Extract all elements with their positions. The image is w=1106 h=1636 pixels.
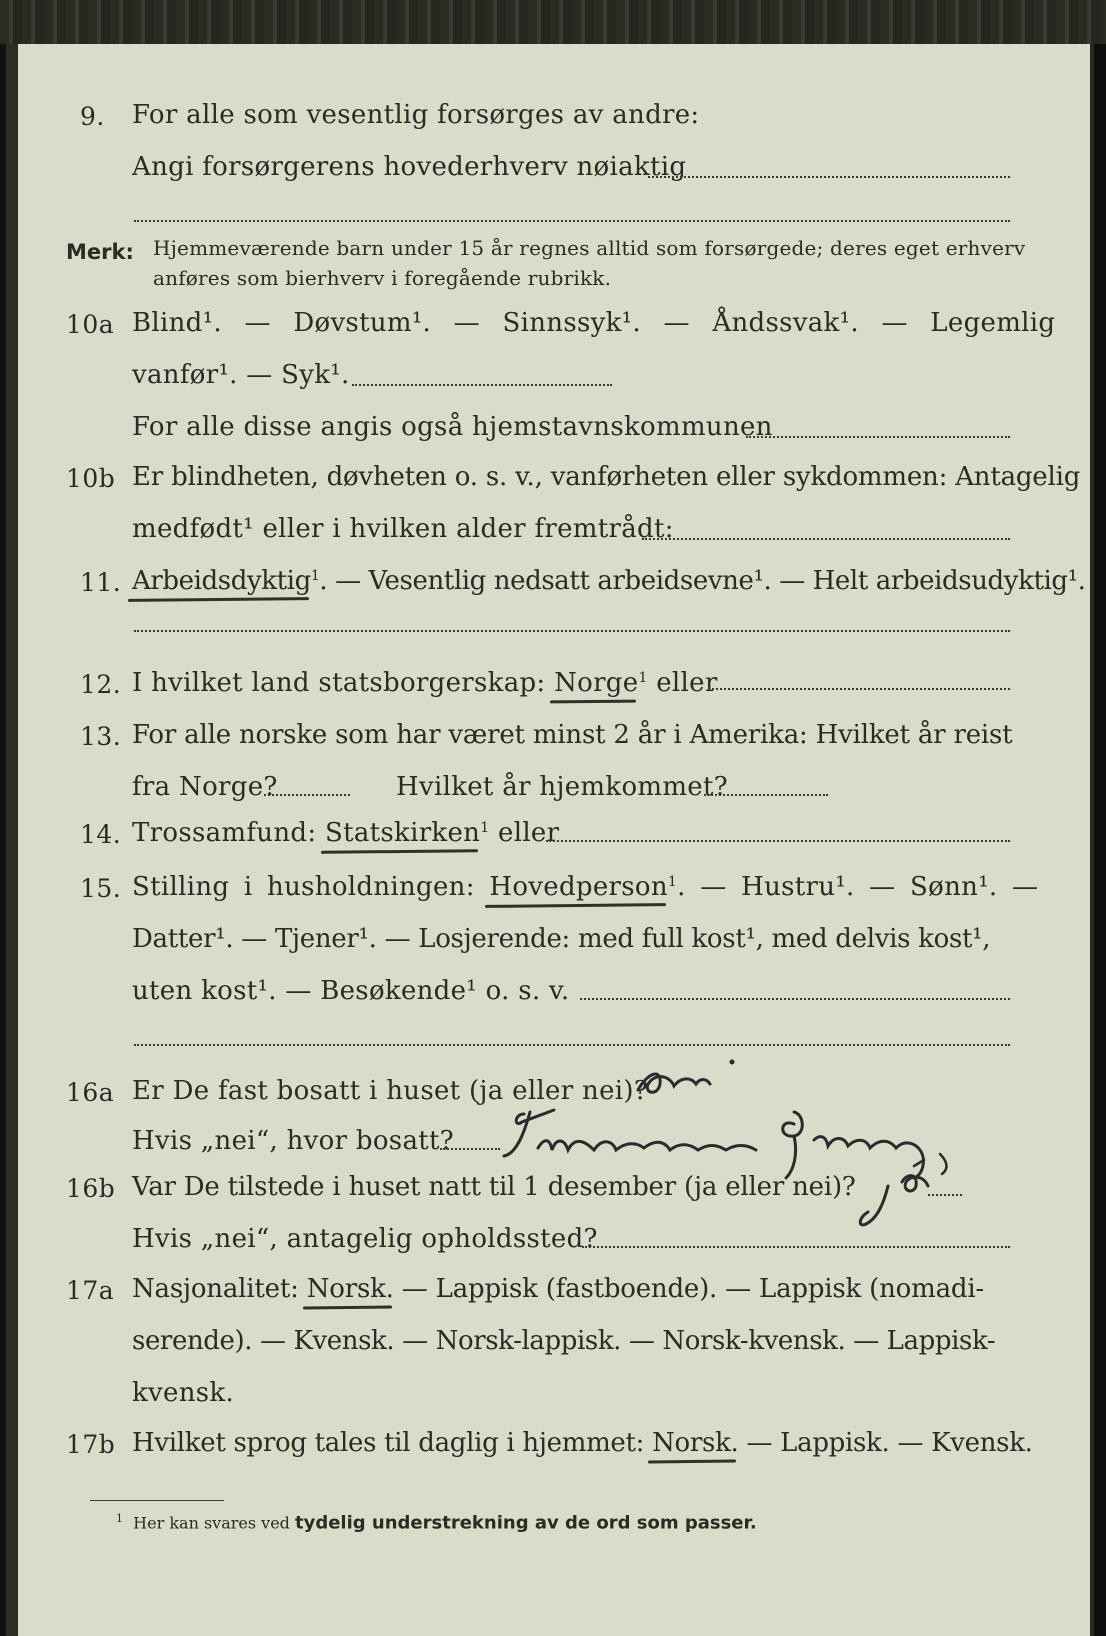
q9-line1: For alle som vesentlig forsørges av andre: (132, 100, 700, 130)
q14-answer-line (546, 840, 1010, 842)
q10a-line1: Blind¹. — Døvstum¹. — Sinnssyk¹. — Åndssvak¹. — Legemlig (132, 308, 1056, 338)
footnote-bold-text: tydelig understrekning av de ord som passer. (295, 1512, 757, 1534)
q13-year-returned-line (704, 794, 828, 796)
q13-year-left-line (264, 794, 350, 796)
footnote-text: Her kan svares ved (133, 1513, 290, 1533)
q16b-line2: Hvis „nei“, antagelig opholdssted? (132, 1224, 598, 1254)
merk-line2: anføres som bierhverv i foregående rubrikk. (153, 266, 612, 290)
q16b-place-line (582, 1246, 1010, 1248)
q16a-line1: Er De fast bosatt i huset (ja eller nei)? (132, 1076, 649, 1106)
q17a-line2: serende). — Kvensk. — Norsk-lappisk. — Norsk-kvensk. — Lappisk- (132, 1326, 996, 1356)
q10a-home-answer-line (746, 436, 1010, 438)
q12-answer-line (708, 688, 1010, 690)
scan-top-edge (0, 0, 1106, 44)
q10b-line2: medfødt¹ eller i hvilken alder fremtrådt: (132, 514, 674, 544)
q17b-rest: — Lappisk. — Kvensk. (746, 1428, 1033, 1458)
q17a-text: Nasjonalitet: (132, 1274, 299, 1304)
q17a-selected-option: Norsk. (306, 1274, 394, 1304)
q16b-handwritten-answer (854, 1152, 964, 1232)
q14-footnote-mark: 1 (480, 820, 490, 836)
q16b-number: 16b (66, 1174, 116, 1203)
q15-line2: Datter¹. — Tjener¹. — Losjerende: med full kost¹, med delvis kost¹, (132, 924, 991, 954)
q14-line (132, 818, 559, 848)
q15-rest: . — Hustru¹. — Sønn¹. — (677, 872, 1039, 902)
q10a-line3: For alle disse angis også hjemstavnskommunen (132, 412, 773, 442)
q13-number: 13. (80, 722, 122, 751)
q14-rest: eller (498, 818, 560, 848)
footnote-rule (90, 1500, 224, 1501)
q15-selected-option: Hovedperson (489, 872, 668, 902)
q17b-number: 17b (66, 1430, 116, 1459)
q14-number: 14. (80, 820, 122, 849)
footnote (116, 1512, 757, 1533)
q16a-line2: Hvis „nei“, hvor bosatt? (132, 1126, 454, 1156)
q15-number: 15. (80, 874, 122, 903)
q10b-line1: Er blindheten, døvheten o. s. v., vanførheten eller sykdommen: Antagelig (132, 462, 1081, 492)
q14-text: Trossamfund: (132, 818, 317, 848)
q16b-line1: Var De tilstede i huset natt til 1 desember (ja eller nei)? (132, 1172, 856, 1202)
q13-line2b: Hvilket år hjemkommet? (396, 772, 728, 802)
q10b-answer-line (642, 538, 1010, 540)
q16a-number: 16a (66, 1078, 115, 1107)
footnote-mark: 1 (116, 1512, 123, 1525)
q17b-selected-option: Norsk. (652, 1428, 739, 1458)
q9-line2: Angi forsørgerens hovederhverv nøiaktig (132, 152, 687, 182)
q17b-line (132, 1428, 1033, 1458)
q12-selected-option: Norge (554, 668, 639, 698)
q12-number: 12. (80, 670, 122, 699)
q14-selected-option: Statskirken (324, 818, 481, 848)
q15-answer-line (580, 998, 1010, 1000)
q11-selected-option: Arbeidsdyktig (132, 566, 311, 596)
q15-line3: uten kost¹. — Besøkende¹ o. s. v. (132, 976, 570, 1006)
q12-footnote-mark: 1 (638, 670, 648, 686)
census-form-page (18, 44, 1090, 1636)
q12-line (132, 668, 718, 698)
merk-line1: Hjemmeværende barn under 15 år regnes alltid som forsørgede; deres eget erhverv (153, 236, 1026, 260)
q15-text: Stilling i husholdningen: (132, 872, 475, 902)
q11-answer-line (134, 630, 1010, 632)
q16b-answer-line (928, 1194, 962, 1196)
q17a-line3: kvensk. (132, 1378, 235, 1408)
q10a-line2: vanfør¹. — Syk¹. (132, 360, 350, 390)
scan-left-edge (0, 44, 18, 1636)
q15-footnote-mark: 1 (667, 874, 678, 890)
q17a-rest: — Lappisk (fastboende). — Lappisk (nomadi- (401, 1274, 985, 1304)
q10a-answer-line (352, 384, 612, 386)
q17a-number: 17a (66, 1276, 115, 1305)
q9-answer-line (648, 176, 1010, 178)
q9-number: 9. (80, 102, 105, 131)
q10b-number: 10b (66, 464, 116, 493)
q13-line2a: fra Norge? (132, 772, 278, 802)
q17a-line1 (132, 1274, 984, 1304)
q17b-text: Hvilket sprog tales til daglig i hjemmet: (132, 1428, 645, 1458)
q13-line1: For alle norske som har været minst 2 år i Amerika: Hvilket år reist (132, 720, 1013, 750)
q11-footnote-mark: 1 (310, 568, 320, 584)
q9-answer-line-2 (134, 220, 1010, 222)
q16a-residence-line (440, 1148, 500, 1150)
merk-label: Merk: (66, 240, 134, 264)
q15-answer-line-2 (134, 1044, 1010, 1046)
q11-rest: . — Vesentlig nedsatt arbeidsevne¹. — Helt arbeidsudyktig¹. (319, 566, 1086, 596)
scan-right-edge (1090, 44, 1106, 1636)
q10a-number: 10a (66, 310, 115, 339)
q11-line (132, 566, 1086, 596)
q11-number: 11. (80, 568, 122, 597)
q15-line1 (132, 872, 1038, 902)
q12-rest: eller (656, 668, 718, 698)
q12-text: I hvilket land statsborgerskap: (132, 668, 546, 698)
